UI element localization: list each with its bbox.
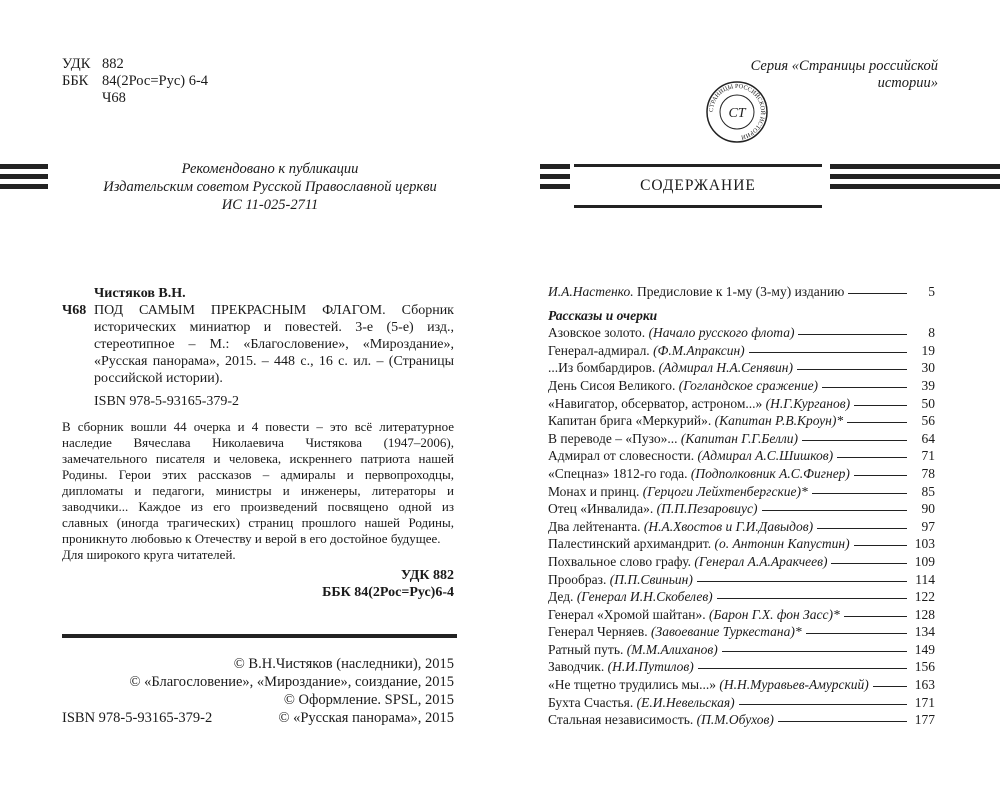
table-of-contents — [548, 283, 935, 729]
toc-entry-title: Палестинский архимандрит. — [548, 536, 712, 552]
toc-entry-subtitle: (Гогландское сражение) — [678, 377, 819, 393]
toc-entry-title: Отец «Инвалида». — [548, 501, 654, 517]
toc-entry[interactable] — [548, 711, 935, 729]
series-line: истории» — [877, 75, 938, 91]
toc-entry-page: 50 — [921, 395, 935, 411]
toc-entry[interactable] — [548, 676, 935, 694]
toc-entry-page: 8 — [928, 325, 935, 341]
toc-entry-title: В переводе – «Пузо»... — [548, 430, 678, 446]
toc-entry-title: Монах и принц. — [548, 483, 640, 499]
toc-entry-subtitle: (Н.Н.Муравьев-Амурский) — [719, 677, 869, 693]
toc-entry-subtitle: (Начало русского флота) — [648, 325, 795, 341]
toc-section-title: Рассказы и очерки — [548, 307, 658, 323]
series-title — [751, 58, 938, 92]
right-decor-bars-left — [540, 164, 570, 194]
toc-entry-page: 90 — [921, 501, 935, 517]
isbn: ISBN 978-5-93165-379-2 — [94, 394, 240, 409]
udc-key: ББК — [62, 73, 89, 89]
toc-entry-title: «Навигатор, обсерватор, астроном...» — [548, 395, 763, 411]
toc-entry-title: Генерал Черняев. — [548, 624, 648, 640]
toc-entry-page: 30 — [921, 360, 935, 376]
seal-letters: СТ — [728, 106, 746, 121]
toc-entry-title: День Сисоя Великого. — [548, 377, 676, 393]
toc-entry-page: 163 — [914, 677, 935, 693]
toc-entry[interactable] — [548, 500, 935, 518]
book-description: ПОД САМЫМ ПРЕКРАСНЫМ ФЛАГОМ. Сборник исторических миниатюр и повестей. 3-е (5-е) изд., стереотипное – М.: «Благословение», «Мироздание», «Русская панорама», 2015. – 448 с., 16 с. ил. – (Страницы российской истории). — [94, 303, 454, 386]
toc-entry[interactable] — [548, 518, 935, 536]
toc-entry-title: Бухта Счастья. — [548, 694, 634, 710]
udc-line — [62, 56, 208, 73]
classification-bottom — [62, 567, 454, 601]
toc-entry[interactable] — [548, 483, 935, 501]
author-name: Чистяков В.Н. — [94, 286, 186, 301]
toc-entry[interactable] — [548, 623, 935, 641]
toc-entry-title: Капитан брига «Меркурий». — [548, 413, 712, 429]
udc-key — [62, 90, 102, 107]
toc-entry-subtitle: (Н.Г.Курганов) — [765, 395, 851, 411]
udc-value: 84(2Рос=Рус) 6-4 — [102, 73, 209, 89]
toc-entry-title: «Не тщетно трудились мы...» — [548, 677, 717, 693]
toc-entry[interactable] — [548, 430, 935, 448]
toc-entry-page: 85 — [921, 483, 935, 499]
toc-entry-title: Стальная независимость. — [548, 712, 694, 728]
toc-entry-page: 56 — [921, 413, 935, 429]
preface-page: 5 — [928, 284, 935, 299]
toc-entry-subtitle: (Н.И.Путилов) — [607, 659, 694, 675]
toc-entry[interactable] — [548, 377, 935, 395]
udc-bottom: УДК 882 — [400, 568, 454, 583]
copyright-block — [62, 655, 454, 727]
toc-entry-title: Заводчик. — [548, 659, 605, 675]
toc-entry-subtitle: (Н.А.Хвостов и Г.И.Давыдов) — [643, 518, 814, 534]
toc-entry-page: 149 — [914, 641, 935, 657]
seal-text: СТРАНИЦЫ РОССИЙСКОЙ ИСТОРИИ — [707, 82, 767, 141]
toc-entry-title: Прообраз. — [548, 571, 607, 587]
toc-entry-title: «Спецназ» 1812-го года. — [548, 465, 688, 481]
udc-bbk-block — [62, 56, 208, 107]
toc-entry-subtitle: (Барон Г.Х. фон Засс)* — [709, 606, 840, 622]
copyright-line: © В.Н.Чистяков (наследники), 2015 — [233, 656, 454, 672]
toc-entry-page: 156 — [914, 659, 935, 675]
toc-entry-page: 109 — [914, 553, 935, 569]
toc-entry[interactable] — [548, 694, 935, 712]
toc-entry-page: 97 — [921, 518, 935, 534]
toc-entry-page: 71 — [921, 448, 935, 464]
toc-entry-subtitle: (Е.И.Невельская) — [636, 694, 735, 710]
toc-entry[interactable] — [548, 465, 935, 483]
toc-entry-subtitle: (Подполковник А.С.Фигнер) — [690, 465, 850, 481]
toc-entry-subtitle: (о. Антонин Капустин) — [714, 536, 850, 552]
udc-value: 882 — [102, 56, 124, 72]
toc-entry-subtitle: (Капитан Р.В.Кроун)* — [714, 413, 844, 429]
toc-entry-page: 122 — [914, 589, 935, 605]
udc-line — [62, 90, 208, 107]
toc-entry[interactable] — [548, 606, 935, 624]
series-seal-icon — [705, 80, 769, 144]
toc-entry-title: Похвальное слово графу. — [548, 553, 691, 569]
toc-entry-subtitle: (Капитан Г.Г.Белли) — [680, 430, 799, 446]
toc-entry-page: 134 — [914, 624, 935, 640]
toc-entry-subtitle: (Генерал А.А.Аракчеев) — [694, 553, 828, 569]
recommend-line: Рекомендовано к публикации — [181, 161, 359, 177]
toc-entry[interactable] — [548, 588, 935, 606]
toc-entry-subtitle: (Адмирал А.С.Шишков) — [697, 448, 834, 464]
annotation — [62, 419, 454, 563]
right-decor-bars-right — [830, 164, 1000, 194]
annotation-text: В сборник вошли 44 очерка и 4 повести – это всё литературное наследие Вячеслава Николаевича Чистякова (1947–2006), замечательного писателя и человека, искреннего патриота нашей Родины. Герои этих рассказов – адмиралы и первопроходцы, дипломаты и педагоги, министры и инженеры, литераторы и заводчики... Каждое из его произведений посвящено одной из славных (иногда трагических) страниц прошлого нашей Родины, проникнуто любовью к Отечеству и верой в его достойное будущее. — [62, 419, 454, 546]
toc-entry-page: 177 — [914, 712, 935, 728]
preface-author: И.А.Настенко. — [548, 284, 634, 299]
toc-entry-subtitle: (П.М.Обухов) — [696, 712, 774, 728]
toc-entry-title: Ратный путь. — [548, 641, 624, 657]
recommend-line: Издательским советом Русской Православной церкви — [103, 179, 437, 195]
toc-entry-title: Генерал-адмирал. — [548, 342, 650, 358]
toc-entry[interactable] — [548, 447, 935, 465]
toc-entry-page: 103 — [914, 536, 935, 552]
toc-entry-subtitle: (Герцоги Лейхтенбергские)* — [642, 483, 808, 499]
udc-key: УДК — [62, 56, 91, 72]
toc-entry-subtitle: (Адмирал Н.А.Сенявин) — [658, 360, 793, 376]
divider — [62, 634, 457, 638]
copyright-line: © «Благословение», «Мироздание», соиздание, 2015 — [129, 674, 454, 690]
toc-heading — [574, 164, 822, 208]
preface-title: Предисловие к 1-му (3-му) изданию — [636, 284, 845, 299]
copyright-line: © «Русская панорама», 2015 — [278, 710, 454, 726]
toc-entry[interactable] — [548, 553, 935, 571]
toc-entry[interactable] — [548, 395, 935, 413]
toc-entry-subtitle: (Генерал И.Н.Скобелев) — [576, 589, 713, 605]
toc-entry[interactable] — [548, 641, 935, 659]
toc-entry-title: Дед. — [548, 589, 574, 605]
toc-entry-page: 78 — [921, 465, 935, 481]
recommendation-block — [40, 160, 500, 214]
udc-line — [62, 73, 208, 90]
toc-entry-subtitle: (Завоевание Туркестана)* — [651, 624, 802, 640]
toc-entry-subtitle: (Ф.М.Апраксин) — [653, 342, 745, 358]
toc-entry-page: 64 — [921, 430, 935, 446]
toc-entry-page: 114 — [915, 571, 935, 587]
toc-entry-title: Два лейтенанта. — [548, 518, 641, 534]
toc-entry-title: Генерал «Хромой шайтан». — [548, 606, 706, 622]
isbn-bottom: ISBN 978-5-93165-379-2 — [62, 710, 213, 726]
toc-entry-subtitle: (П.П.Свиньин) — [609, 571, 693, 587]
toc-entry-page: 128 — [914, 606, 935, 622]
catalog-code: Ч68 — [62, 303, 87, 318]
recommend-line: ИС 11-025-2711 — [221, 197, 319, 213]
udc-value: Ч68 — [102, 90, 126, 106]
catalog-card — [62, 285, 454, 601]
toc-entry-title: Азовское золото. — [548, 325, 646, 341]
toc-entry[interactable] — [548, 535, 935, 553]
annotation-audience: Для широкого круга читателей. — [62, 547, 236, 562]
toc-entry-page: 39 — [921, 377, 935, 393]
toc-entry-title: Адмирал от словесности. — [548, 448, 695, 464]
toc-entry[interactable] — [548, 658, 935, 676]
toc-entry-page: 171 — [914, 694, 935, 710]
series-line: Серия «Страницы российской — [750, 58, 938, 74]
toc-entry[interactable] — [548, 359, 935, 377]
toc-entry[interactable] — [548, 342, 935, 360]
toc-entry-title: ...Из бомбардиров. — [548, 360, 656, 376]
toc-entry[interactable] — [548, 324, 935, 342]
bbk-bottom: ББК 84(2Рос=Рус)6-4 — [322, 585, 454, 600]
copyright-line: © Оформление. SPSL, 2015 — [283, 692, 454, 708]
toc-entry-subtitle: (М.М.Алиханов) — [626, 641, 718, 657]
toc-heading-label: СОДЕРЖАНИЕ — [640, 177, 756, 194]
toc-entry[interactable] — [548, 412, 935, 430]
toc-entry-subtitle: (П.П.Пезаровиус) — [656, 501, 758, 517]
toc-entry-page: 19 — [921, 342, 935, 358]
toc-entry[interactable] — [548, 571, 935, 589]
toc-preface[interactable] — [548, 283, 935, 301]
